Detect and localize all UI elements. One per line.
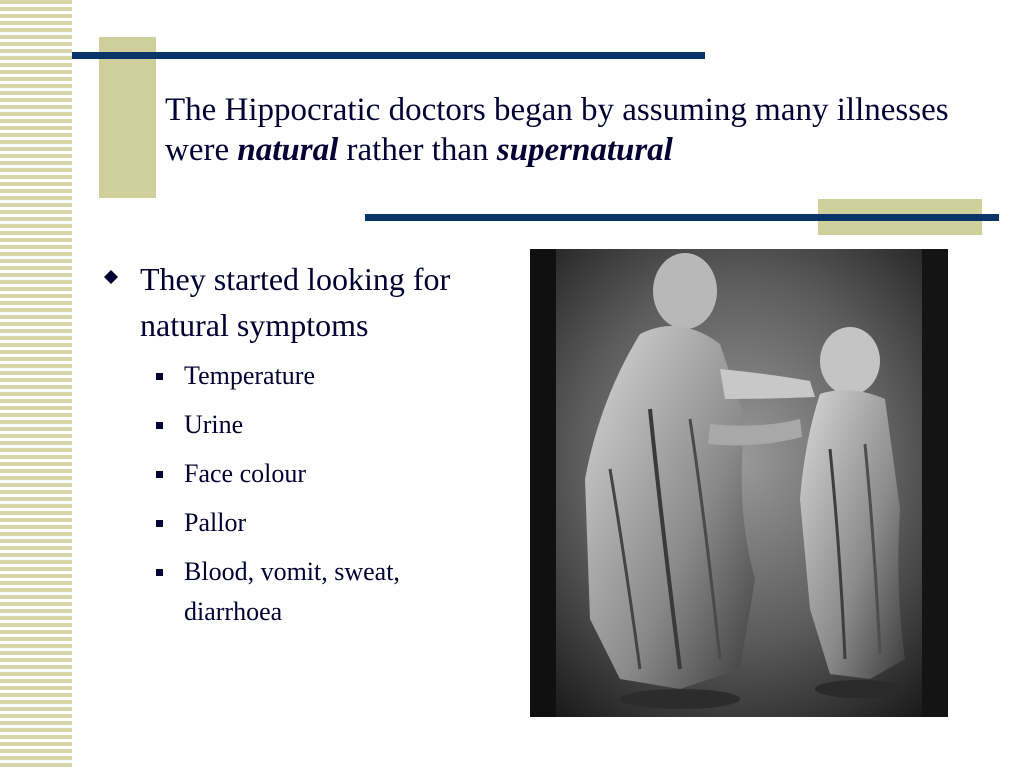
title-bottom-rule	[365, 214, 999, 221]
sub-bullet-text: Blood, vomit, sweat, diarrhoea	[184, 557, 400, 626]
bullet-text: They started looking for natural symptoms	[140, 261, 451, 343]
sub-bullet-item	[156, 552, 504, 632]
relief-sculpture-image	[530, 249, 948, 717]
sub-bullet-text: Pallor	[184, 508, 247, 537]
square-bullet-icon	[156, 569, 163, 576]
title-text-2: rather than	[346, 132, 489, 168]
square-bullet-icon	[156, 373, 163, 380]
sub-bullet-list	[104, 356, 504, 632]
bullet-list	[104, 256, 504, 641]
title-text-1: The Hippocratic doctors began by assuming many illnesses were	[165, 92, 949, 168]
slide-title	[165, 90, 985, 170]
relief-sculpture-drawing	[530, 249, 948, 717]
left-stripe-decoration	[0, 0, 72, 768]
square-bullet-icon	[156, 520, 163, 527]
bullet-item	[104, 256, 504, 348]
title-emphasis-supernatural: supernatural	[496, 132, 673, 168]
sub-bullet-item	[156, 356, 504, 396]
sub-bullet-item	[156, 503, 504, 543]
square-bullet-icon	[156, 422, 163, 429]
sub-bullet-item	[156, 405, 504, 445]
title-accent-box	[99, 37, 156, 198]
diamond-bullet-icon	[104, 270, 118, 284]
square-bullet-icon	[156, 471, 163, 478]
sub-bullet-text: Urine	[184, 410, 244, 439]
sub-bullet-text: Face colour	[184, 459, 307, 488]
sub-bullet-text: Temperature	[184, 361, 315, 390]
title-top-rule	[72, 52, 705, 59]
sub-bullet-item	[156, 454, 504, 494]
title-emphasis-natural: natural	[237, 132, 339, 168]
